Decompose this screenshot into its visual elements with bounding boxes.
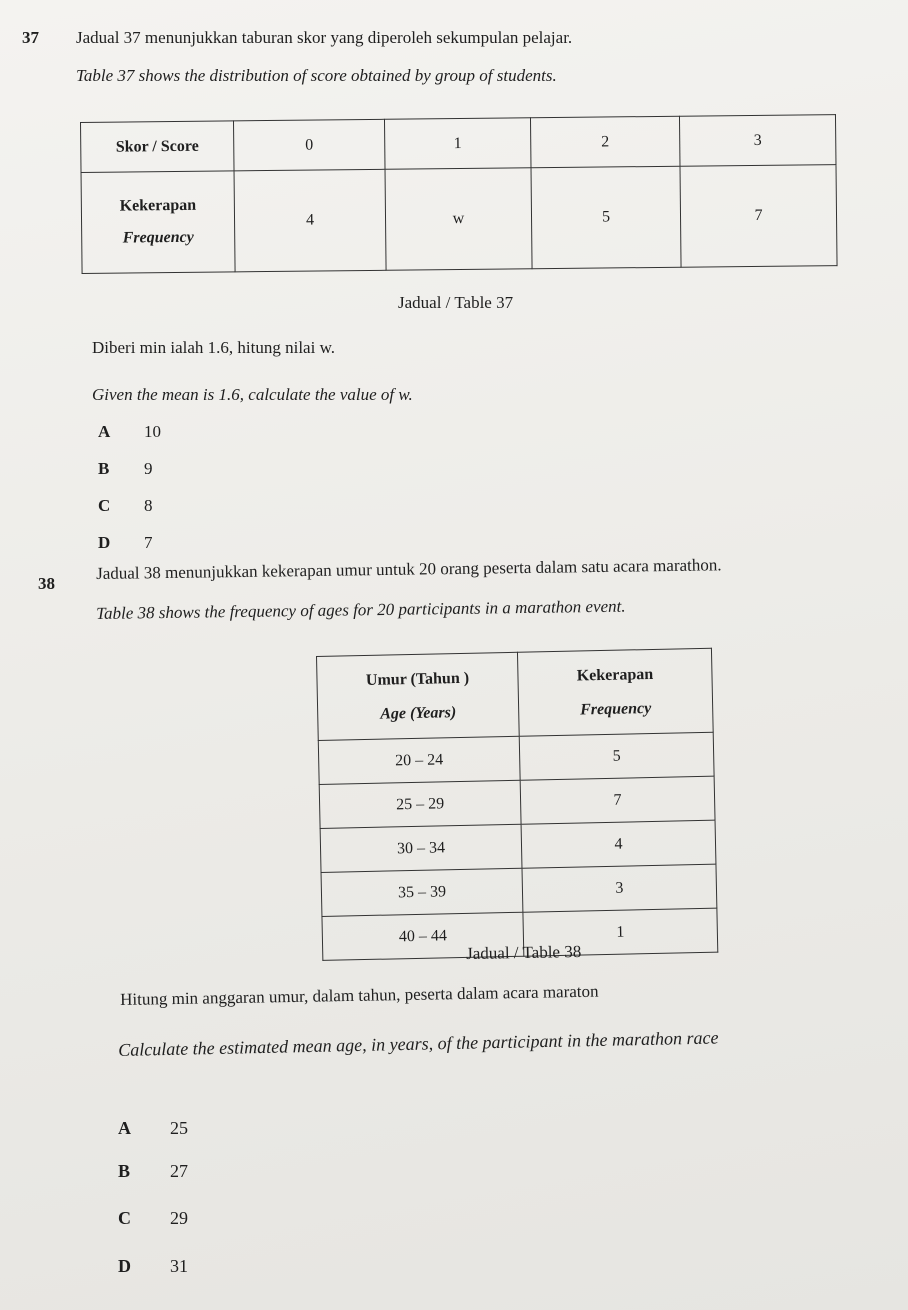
table-37-frequency-cell: 5 <box>531 166 681 269</box>
table-38-frequency-cell: 5 <box>519 732 714 780</box>
table-38-caption: Jadual / Table 38 <box>466 941 582 963</box>
option-value: 25 <box>170 1118 188 1138</box>
table-37-frequency-header <box>81 171 235 274</box>
question-37-option-d[interactable] <box>98 533 153 553</box>
table-38-age-cell: 20 – 24 <box>318 736 520 784</box>
question-38-option-b[interactable] <box>118 1161 188 1182</box>
table-37-frequency-cell: 4 <box>234 169 386 272</box>
table-38 <box>316 648 718 961</box>
question-38-text-en: Calculate the estimated mean age, in years, of the participant in the marathon race <box>118 1027 719 1060</box>
table-38-frequency-label-en: Frequency <box>579 699 652 718</box>
question-38-option-c[interactable] <box>118 1208 188 1229</box>
option-letter: D <box>98 533 111 552</box>
table-38-age-cell: 30 – 34 <box>320 824 522 872</box>
option-letter: A <box>118 1118 131 1138</box>
question-37-option-a[interactable] <box>98 422 161 442</box>
option-letter: A <box>98 422 111 441</box>
table-38-frequency-cell: 1 <box>523 908 718 956</box>
table-38-frequency-header <box>517 648 713 736</box>
table-37-caption: Jadual / Table 37 <box>398 293 514 312</box>
table-38-age-cell: 25 – 29 <box>319 780 521 828</box>
option-letter: D <box>118 1256 131 1276</box>
table-38-frequency-label-ms: Kekerapan <box>576 665 654 685</box>
option-value: 10 <box>144 422 161 441</box>
question-38-intro-ms: Jadual 38 menunjukkan kekerapan umur untuk 20 orang peserta dalam satu acara marathon. <box>96 555 722 583</box>
question-38-intro-en: Table 38 shows the frequency of ages for 20 participants in a marathon event. <box>96 596 626 623</box>
option-letter: B <box>118 1161 131 1181</box>
option-value: 27 <box>170 1161 188 1181</box>
table-37-frequency-cell: w <box>385 168 532 271</box>
table-38-age-label-ms: Umur (Tahun ) <box>365 669 470 689</box>
table-37 <box>80 114 838 274</box>
question-37-option-b[interactable] <box>98 459 153 479</box>
table-38-age-cell: 35 – 39 <box>321 868 523 916</box>
question-38-text-ms: Hitung min anggaran umur, dalam tahun, peserta dalam acara maraton <box>120 981 599 1009</box>
question-37-text-en: Given the mean is 1.6, calculate the value of w. <box>92 385 413 404</box>
question-38-number: 38 <box>38 574 55 593</box>
table-37-frequency-label-en: Frequency <box>122 228 194 247</box>
option-value: 9 <box>144 459 153 478</box>
question-38-option-a[interactable] <box>118 1118 188 1139</box>
table-38-frequency-cell: 7 <box>520 776 715 824</box>
question-37-option-c[interactable] <box>98 496 153 516</box>
table-37-score-cell: 2 <box>530 116 680 168</box>
option-letter: C <box>98 496 111 515</box>
question-38-option-d[interactable] <box>118 1256 188 1277</box>
question-37-intro-en: Table 37 shows the distribution of score obtained by group of students. <box>76 66 557 85</box>
question-37-number: 37 <box>22 28 39 47</box>
option-letter: B <box>98 459 110 478</box>
table-38-frequency-cell: 3 <box>522 864 717 912</box>
option-letter: C <box>118 1208 131 1228</box>
option-value: 31 <box>170 1256 188 1276</box>
table-37-frequency-cell: 7 <box>680 165 837 268</box>
table-38-age-cell: 40 – 44 <box>322 912 524 960</box>
table-38-age-header <box>317 652 520 740</box>
table-37-frequency-label-ms: Kekerapan <box>119 196 197 215</box>
table-37-score-header: Skor / Score <box>81 121 235 173</box>
option-value: 29 <box>170 1208 188 1228</box>
table-38-age-label-en: Age (Years) <box>380 703 457 723</box>
question-37-text-ms: Diberi min ialah 1.6, hitung nilai w. <box>92 338 335 357</box>
table-37-score-cell: 0 <box>233 119 385 171</box>
option-value: 8 <box>144 496 153 515</box>
option-value: 7 <box>144 533 153 552</box>
table-37-score-cell: 3 <box>679 115 836 167</box>
question-37-intro-ms: Jadual 37 menunjukkan taburan skor yang diperoleh sekumpulan pelajar. <box>76 28 573 47</box>
table-38-frequency-cell: 4 <box>521 820 716 868</box>
table-37-score-cell: 1 <box>384 118 531 170</box>
